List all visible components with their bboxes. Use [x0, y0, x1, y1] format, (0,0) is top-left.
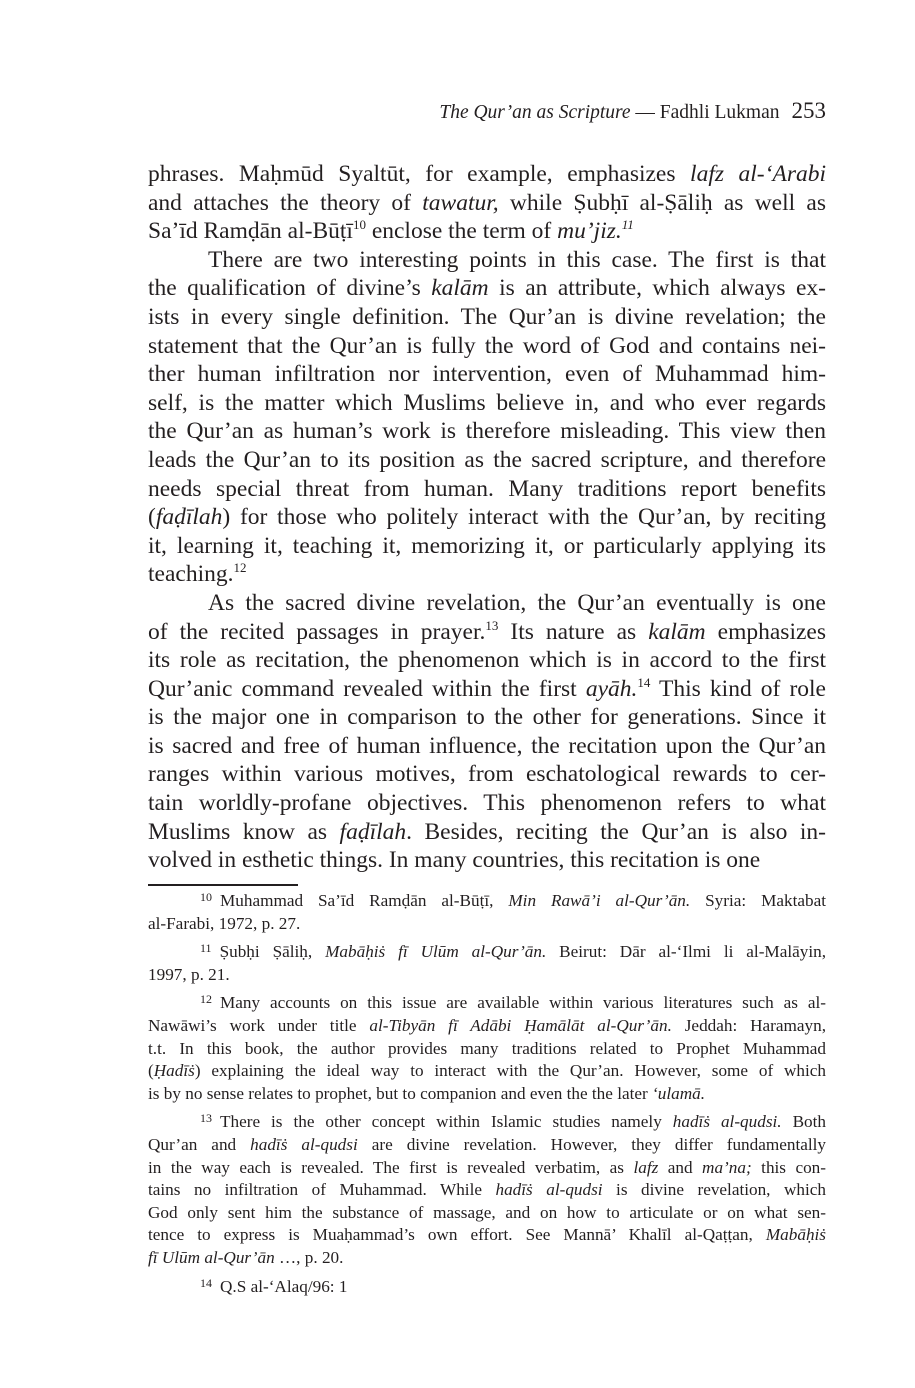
- body-line: [148, 675, 826, 704]
- italic-term: mu’jiz.: [557, 218, 622, 245]
- text-run: (: [148, 504, 156, 531]
- page-number: 253: [791, 98, 826, 123]
- text-run: Both: [781, 1112, 826, 1132]
- italic-term: Min Rawā’i al-Qur’ān.: [508, 891, 691, 910]
- text-run: ranges within various motives, from eschatological rewards to cer-: [148, 761, 826, 788]
- italic-term: fī Ulūm al-Qur’ān: [148, 1247, 275, 1267]
- footnote: [148, 992, 826, 1105]
- text-run: t.t. In this book, the author provides many traditions related to Prophet Muhammad: [148, 1038, 826, 1058]
- footnote-line: [148, 1038, 826, 1061]
- text-run: Sa’īd Ramḍān al-Būṭī: [148, 218, 353, 245]
- body-line: [148, 646, 826, 675]
- text-run: emphasizes: [705, 618, 826, 645]
- text-run: tence to express is Muaḥammad’s own effort. See Mannā’ Khalīl al-Qaṭṭan,: [148, 1225, 766, 1245]
- text-run: and attaches the theory of: [148, 189, 423, 216]
- text-run: Syria: Maktabat: [690, 891, 826, 910]
- footnote-number: 14: [200, 1275, 212, 1290]
- body-line: [148, 246, 826, 275]
- footnote: [148, 890, 826, 935]
- body-text: [148, 160, 826, 875]
- footnote-line: [148, 1015, 826, 1038]
- body-line: [148, 589, 826, 618]
- text-run: this con-: [751, 1157, 826, 1177]
- body-line: [148, 360, 826, 389]
- footnote-line: [148, 890, 826, 913]
- body-line: [148, 846, 826, 875]
- text-run: (: [148, 1061, 154, 1081]
- footnote-line: [148, 1134, 826, 1157]
- text-run: tains no infiltration of Muhammad. While: [148, 1180, 496, 1200]
- text-run: …, p. 20.: [274, 1247, 344, 1267]
- text-run: Beirut: Dār al-‘Ilmi li al-Malāyin,: [546, 942, 826, 962]
- footnote-line: [148, 1060, 826, 1083]
- text-run: are divine revelation. However, they differ fundamentally: [357, 1134, 827, 1154]
- text-run: tain worldly-profane objectives. This phenomenon refers to what: [148, 790, 826, 817]
- footnote-number: 12: [200, 992, 212, 1007]
- text-run: Muslims know as: [148, 818, 340, 845]
- text-run: Q.S al-‘Alaq/96: 1: [220, 1276, 348, 1296]
- body-line: [148, 703, 826, 732]
- footnote-line: [148, 1083, 826, 1106]
- text-run: There are two interesting points in this case. The first is that: [208, 246, 826, 273]
- footnote-line: [148, 1179, 826, 1202]
- text-run: is sacred and free of human influence, the recitation upon the Qur’an: [148, 732, 826, 759]
- text-run: teaching.: [148, 561, 234, 588]
- text-run: As the sacred divine revelation, the Qur’an eventually is one: [208, 589, 826, 616]
- text-run: ) for those who politely interact with the Qur’an, by reciting: [222, 504, 826, 531]
- text-run: 1997, p. 21.: [148, 964, 230, 984]
- italic-term: ‘ulamā.: [652, 1083, 706, 1103]
- text-run: in the way each is revealed. The first is revealed verbatim, as: [148, 1157, 634, 1177]
- body-line: [148, 332, 826, 361]
- italic-term: hadīṡ al-qudsi: [250, 1134, 358, 1154]
- italic-term: kalām: [648, 618, 706, 645]
- text-run: . Besides, reciting the Qur’an is also in-: [406, 818, 826, 845]
- text-run: self, is the matter which Muslims believe in, and who ever regards: [148, 389, 826, 416]
- text-run: Nawāwi’s work under title: [148, 1015, 370, 1035]
- footnote-number: 13: [200, 1111, 212, 1126]
- italic-term: faḍīlah: [155, 504, 223, 531]
- text-run: the Qur’an as human’s work is therefore misleading. This view then: [148, 418, 826, 445]
- footnote-line: [148, 1276, 826, 1299]
- running-header-author: Fadhli Lukman: [659, 102, 780, 123]
- footnote: [148, 1111, 826, 1269]
- body-line: [148, 446, 826, 475]
- body-line: [148, 503, 826, 532]
- running-header-separator: —: [630, 102, 660, 123]
- text-run: Many accounts on this issue are available within various literatures such as al-: [220, 993, 826, 1013]
- text-run: Ṣubḥi Ṣāliḥ,: [219, 942, 326, 962]
- footnote-number: 10: [200, 890, 212, 904]
- text-run: is divine revelation, which: [602, 1180, 826, 1200]
- text-run: is the major one in comparison to the other for generations. Since it: [148, 704, 826, 731]
- body-line: [148, 560, 826, 589]
- body-line: [148, 732, 826, 761]
- body-line: [148, 818, 826, 847]
- body-line: [148, 160, 826, 189]
- footnotes: [148, 890, 826, 1304]
- body-line: [148, 789, 826, 818]
- text-run: volved in esthetic things. In many countries, this recitation is one: [148, 847, 761, 874]
- footnote-reference: 10: [352, 217, 366, 233]
- body-line: [148, 532, 826, 561]
- footnote-line: [148, 992, 826, 1015]
- body-line: [148, 389, 826, 418]
- italic-term: ayāh.: [585, 675, 638, 702]
- footnote: [148, 1276, 826, 1299]
- footnote: [148, 941, 826, 986]
- text-run: it, learning it, teaching it, memorizing it, or particularly applying its: [148, 532, 826, 559]
- footnote-separator-rule: [148, 884, 298, 886]
- footnote-line: [148, 1202, 826, 1225]
- italic-term: hadīṡ al-qudsi.: [672, 1112, 782, 1132]
- footnote-line: [148, 1157, 826, 1180]
- body-line: [148, 303, 826, 332]
- text-run: of the recited passages in prayer.: [148, 618, 486, 645]
- italic-term: Mabāḥiṡ: [765, 1225, 826, 1245]
- footnote-line: [148, 1111, 826, 1134]
- text-run: statement that the Qur’an is fully the word of God and contains nei-: [148, 332, 826, 359]
- text-run: and: [658, 1157, 703, 1177]
- text-run: leads the Qur’an to its position as the sacred scripture, and therefore: [148, 446, 826, 473]
- body-line: [148, 475, 826, 504]
- text-run: while Ṣubḥī al-Ṣāliḥ as well as: [498, 189, 826, 216]
- text-run: al-Farabi, 1972, p. 27.: [148, 913, 301, 933]
- italic-term: hadīṡ al-qudsi: [495, 1180, 603, 1200]
- body-line: [148, 217, 826, 246]
- text-run: There is the other concept within Islamic studies namely: [220, 1112, 673, 1132]
- body-line: [148, 760, 826, 789]
- text-run: phrases. Maḥmūd Syaltūt, for example, emphasizes: [148, 161, 691, 187]
- text-run: Its nature as: [498, 618, 649, 645]
- body-line: [148, 417, 826, 446]
- footnote-number: 11: [200, 941, 212, 956]
- text-run: Jeddah: Haramayn,: [671, 1015, 826, 1035]
- body-line: [148, 274, 826, 303]
- text-run: is an attribute, which always ex-: [488, 275, 826, 302]
- text-run: needs special threat from human. Many traditions report benefits: [148, 475, 826, 502]
- italic-term: tawatur,: [422, 189, 499, 216]
- footnote-line: [148, 941, 826, 964]
- italic-term: Mabāḥiṡ fī Ulūm al-Qur’ān.: [325, 942, 547, 962]
- running-header-title: The Qur’an as Scripture: [439, 102, 631, 123]
- footnote-reference: 14: [637, 674, 651, 690]
- italic-term: Ḥadīṡ: [153, 1061, 195, 1081]
- text-run: Qur’anic command revealed within the first: [148, 675, 586, 702]
- text-run: enclose the term of: [365, 218, 558, 245]
- running-header: [148, 96, 826, 128]
- italic-term: faḍīlah: [339, 818, 407, 845]
- footnote-reference: 12: [233, 560, 247, 576]
- text-run: its role as recitation, the phenomenon which is in accord to the first: [148, 647, 826, 674]
- body-line: [148, 189, 826, 218]
- italic-term: lafz: [633, 1157, 659, 1177]
- italic-term: lafz al-‘Arabi: [690, 161, 826, 187]
- body-line: [148, 618, 826, 647]
- footnote-line: [148, 1224, 826, 1247]
- text-run: This kind of role: [650, 675, 826, 702]
- italic-term: kalām: [431, 275, 489, 302]
- footnote-reference: 11: [621, 217, 634, 233]
- footnote-reference: 13: [485, 617, 499, 633]
- text-run: is by no sense relates to prophet, but to companion and even the the later: [148, 1083, 653, 1103]
- text-run: ists in every single definition. The Qur’an is divine revelation; the: [148, 303, 826, 330]
- text-run: Muhammad Sa’īd Ramḍān al-Būṭī,: [220, 891, 509, 910]
- footnote-line: [148, 1247, 826, 1270]
- text-run: ther human infiltration nor intervention, even of Muhammad him-: [148, 361, 826, 388]
- text-run: ) explaining the ideal way to interact with the Qur’an. However, some of which: [194, 1061, 826, 1081]
- footnote-line: [148, 913, 826, 936]
- text-run: God only sent him the substance of massage, and on how to articulate or on what sen-: [148, 1202, 826, 1222]
- text-run: Qur’an and: [148, 1134, 251, 1154]
- italic-term: ma’na;: [702, 1157, 752, 1177]
- text-run: the qualification of divine’s: [148, 275, 432, 302]
- italic-term: al-Tibyān fī Adābi Ḥamālāt al-Qur’ān.: [369, 1015, 672, 1035]
- footnote-line: [148, 964, 826, 987]
